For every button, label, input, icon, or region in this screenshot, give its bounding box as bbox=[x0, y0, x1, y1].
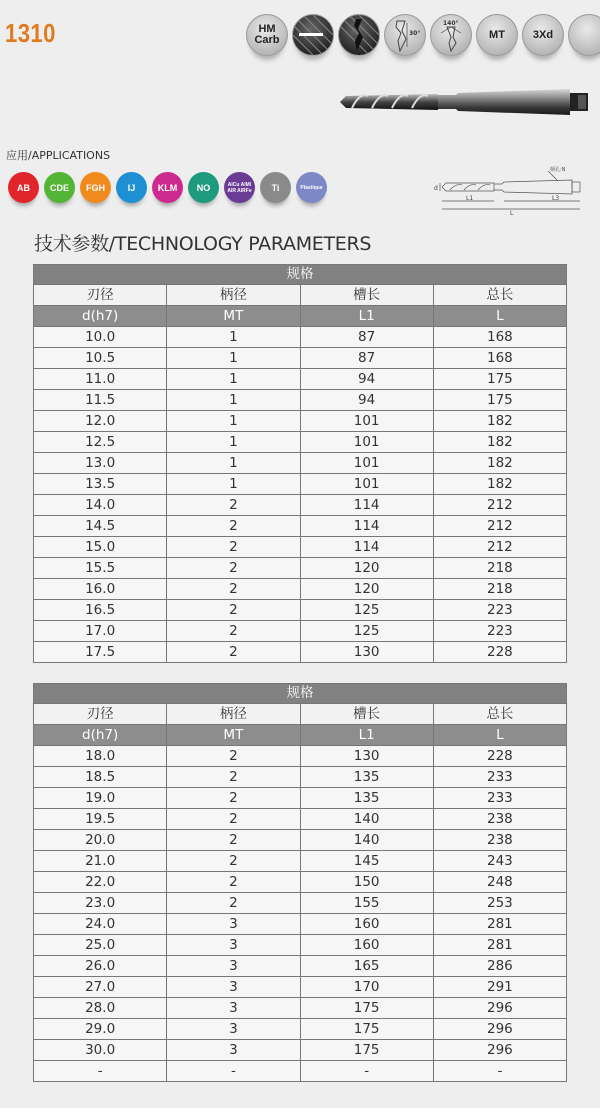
table-cell: 281 bbox=[433, 935, 566, 956]
column-header: 槽长 bbox=[300, 704, 433, 725]
app-badge-klm: KLM bbox=[152, 172, 183, 203]
table-cell: 87 bbox=[300, 348, 433, 369]
table-cell: 14.0 bbox=[34, 495, 167, 516]
table-cell: 182 bbox=[433, 411, 566, 432]
table-cell: 3 bbox=[167, 914, 300, 935]
table-cell: 2 bbox=[167, 851, 300, 872]
table-cell: 23.0 bbox=[34, 893, 167, 914]
table-header-row bbox=[34, 285, 567, 306]
column-subheader: L1 bbox=[300, 306, 433, 327]
table-cell: 19.5 bbox=[34, 809, 167, 830]
app-badge-fgh: FGH bbox=[80, 172, 111, 203]
table-cell: 2 bbox=[167, 893, 300, 914]
table-cell: 30.0 bbox=[34, 1040, 167, 1061]
table-cell: 296 bbox=[433, 998, 566, 1019]
column-header: 刃径 bbox=[34, 285, 167, 306]
app-badge-alcu: AlCu AlMi AlR AlRFe bbox=[224, 172, 255, 203]
table-cell: 12.5 bbox=[34, 432, 167, 453]
table-cell: 243 bbox=[433, 851, 566, 872]
table-cell: - bbox=[433, 1061, 566, 1082]
table-row bbox=[34, 348, 567, 369]
table-cell: 16.0 bbox=[34, 579, 167, 600]
table-cell: 155 bbox=[300, 893, 433, 914]
table-cell: 160 bbox=[300, 935, 433, 956]
table-cell: 17.5 bbox=[34, 642, 167, 663]
table-cell: - bbox=[34, 1061, 167, 1082]
table-cell: 114 bbox=[300, 537, 433, 558]
diagram-l3-label: L3 bbox=[552, 195, 560, 202]
table-cell: 182 bbox=[433, 453, 566, 474]
drill-product-image bbox=[338, 82, 598, 122]
column-header: 刃径 bbox=[34, 704, 167, 725]
app-badge-cde: CDE bbox=[44, 172, 75, 203]
app-badge-ti: Ti bbox=[260, 172, 291, 203]
section-title: 技术参数/TECHNOLOGY PARAMETERS bbox=[34, 233, 372, 255]
table-row bbox=[34, 432, 567, 453]
3xd-icon bbox=[522, 14, 564, 56]
table-row bbox=[34, 914, 567, 935]
table-cell: 1 bbox=[167, 474, 300, 495]
table-cell: 2 bbox=[167, 558, 300, 579]
table-cell: 10.0 bbox=[34, 327, 167, 348]
table-cell: 135 bbox=[300, 767, 433, 788]
parameters-table-1 bbox=[33, 264, 567, 663]
table-cell: 212 bbox=[433, 516, 566, 537]
table-cell: 94 bbox=[300, 369, 433, 390]
table-cell: 168 bbox=[433, 327, 566, 348]
table-cell: 212 bbox=[433, 537, 566, 558]
table-cell: 175 bbox=[433, 369, 566, 390]
table-cell: 101 bbox=[300, 411, 433, 432]
diagram-n-label: 柄孔:N bbox=[550, 167, 566, 173]
table-cell: 286 bbox=[433, 956, 566, 977]
column-subheader: MT bbox=[167, 725, 300, 746]
table-cell: 15.0 bbox=[34, 537, 167, 558]
table-row bbox=[34, 998, 567, 1019]
table-cell: 21.0 bbox=[34, 851, 167, 872]
table-cell: 24.0 bbox=[34, 914, 167, 935]
table-cell: 12.0 bbox=[34, 411, 167, 432]
table-row bbox=[34, 935, 567, 956]
table-cell: 20.0 bbox=[34, 830, 167, 851]
applications-label: 应用/APPLICATIONS bbox=[6, 149, 111, 162]
table-cell: 1 bbox=[167, 432, 300, 453]
table-cell: 160 bbox=[300, 914, 433, 935]
table-subheader-row bbox=[34, 725, 567, 746]
table-cell: 168 bbox=[433, 348, 566, 369]
table-cell: 228 bbox=[433, 746, 566, 767]
3xd-label: 3Xd bbox=[532, 28, 554, 41]
table-cell: 296 bbox=[433, 1019, 566, 1040]
table-row bbox=[34, 642, 567, 663]
table-row bbox=[34, 956, 567, 977]
table-cell: 175 bbox=[300, 1019, 433, 1040]
table-row bbox=[34, 1040, 567, 1061]
table-row bbox=[34, 369, 567, 390]
table-cell: 125 bbox=[300, 600, 433, 621]
table-cell: 18.5 bbox=[34, 767, 167, 788]
mt-icon bbox=[476, 14, 518, 56]
drill-dimension-diagram bbox=[432, 163, 592, 223]
table-cell: 175 bbox=[300, 998, 433, 1019]
table-row bbox=[34, 1019, 567, 1040]
column-subheader: d(h7) bbox=[34, 725, 167, 746]
table-row bbox=[34, 1061, 567, 1082]
table-cell: 2 bbox=[167, 872, 300, 893]
table-cell: 1 bbox=[167, 327, 300, 348]
table-row bbox=[34, 453, 567, 474]
table-row bbox=[34, 327, 567, 348]
diagram-l1-label: L1 bbox=[466, 195, 474, 202]
table-cell: 2 bbox=[167, 579, 300, 600]
column-subheader: L bbox=[433, 306, 566, 327]
table-cell: 2 bbox=[167, 516, 300, 537]
table-row bbox=[34, 537, 567, 558]
table-cell: 1 bbox=[167, 369, 300, 390]
table-cell: 296 bbox=[433, 1040, 566, 1061]
table-cell: 11.5 bbox=[34, 390, 167, 411]
table-cell: 2 bbox=[167, 830, 300, 851]
mt-label: MT bbox=[489, 28, 505, 41]
table-cell: 101 bbox=[300, 432, 433, 453]
table-group-row bbox=[34, 265, 567, 285]
table-cell: 2 bbox=[167, 809, 300, 830]
table-cell: 101 bbox=[300, 453, 433, 474]
table-cell: 3 bbox=[167, 977, 300, 998]
column-subheader: L bbox=[433, 725, 566, 746]
table-row bbox=[34, 579, 567, 600]
table-row bbox=[34, 830, 567, 851]
point-angle-label: 140° bbox=[443, 20, 459, 27]
hm-carb-label: HM Carb bbox=[254, 23, 280, 46]
table-cell: 238 bbox=[433, 809, 566, 830]
table-cell: 2 bbox=[167, 746, 300, 767]
table-cell: 175 bbox=[433, 390, 566, 411]
table-cell: 120 bbox=[300, 558, 433, 579]
table-row bbox=[34, 390, 567, 411]
table-cell: 94 bbox=[300, 390, 433, 411]
table-cell: 238 bbox=[433, 830, 566, 851]
table-cell: 29.0 bbox=[34, 1019, 167, 1040]
table-row bbox=[34, 558, 567, 579]
column-subheader: L1 bbox=[300, 725, 433, 746]
table-cell: 140 bbox=[300, 809, 433, 830]
table-cell: 114 bbox=[300, 495, 433, 516]
table-group-row bbox=[34, 684, 567, 704]
diagram-d-label: d bbox=[434, 185, 438, 192]
table-cell: 223 bbox=[433, 621, 566, 642]
app-badge-no: NO bbox=[188, 172, 219, 203]
app-badge-plastique: Plastique bbox=[296, 172, 327, 203]
blank-icon bbox=[568, 14, 600, 56]
helix-angle-label: 30° bbox=[409, 30, 421, 37]
table-cell: 114 bbox=[300, 516, 433, 537]
column-subheader: d(h7) bbox=[34, 306, 167, 327]
column-header: 槽长 bbox=[300, 285, 433, 306]
table-cell: 175 bbox=[300, 1040, 433, 1061]
table-cell: 233 bbox=[433, 767, 566, 788]
table-cell: 15.5 bbox=[34, 558, 167, 579]
table-cell: 2 bbox=[167, 788, 300, 809]
table-cell: 212 bbox=[433, 495, 566, 516]
table-group-header: 规格 bbox=[34, 684, 567, 704]
table-cell: 182 bbox=[433, 432, 566, 453]
column-header: 柄径 bbox=[167, 704, 300, 725]
table-cell: 16.5 bbox=[34, 600, 167, 621]
table-cell: 125 bbox=[300, 621, 433, 642]
table-cell: 2 bbox=[167, 495, 300, 516]
table-cell: 3 bbox=[167, 935, 300, 956]
table-cell: 1 bbox=[167, 390, 300, 411]
point-140-icon bbox=[430, 14, 472, 56]
column-header: 柄径 bbox=[167, 285, 300, 306]
table-cell: 2 bbox=[167, 621, 300, 642]
table-cell: 19.0 bbox=[34, 788, 167, 809]
table-cell: 120 bbox=[300, 579, 433, 600]
table-cell: 135 bbox=[300, 788, 433, 809]
table-subheader-row bbox=[34, 306, 567, 327]
table-cell: 291 bbox=[433, 977, 566, 998]
table-group-header: 规格 bbox=[34, 265, 567, 285]
diagram-l-label: L bbox=[510, 210, 514, 217]
helix-30-icon bbox=[384, 14, 426, 56]
table-cell: 170 bbox=[300, 977, 433, 998]
table-cell: 3 bbox=[167, 1040, 300, 1061]
table-cell: 25.0 bbox=[34, 935, 167, 956]
table-row bbox=[34, 495, 567, 516]
table-row bbox=[34, 977, 567, 998]
table-row bbox=[34, 809, 567, 830]
table-cell: 233 bbox=[433, 788, 566, 809]
table-cell: 3 bbox=[167, 998, 300, 1019]
table-cell: 11.0 bbox=[34, 369, 167, 390]
table-cell: 17.0 bbox=[34, 621, 167, 642]
table-cell: 281 bbox=[433, 914, 566, 935]
hm-carb-icon bbox=[246, 14, 288, 56]
model-number: 1310 bbox=[5, 18, 56, 48]
table-cell: 248 bbox=[433, 872, 566, 893]
straight-shank-icon bbox=[292, 14, 334, 56]
table-cell: 101 bbox=[300, 474, 433, 495]
table-cell: 218 bbox=[433, 558, 566, 579]
parameters-table-2 bbox=[33, 683, 567, 1082]
column-header: 总长 bbox=[433, 704, 566, 725]
table-cell: 2 bbox=[167, 642, 300, 663]
table-cell: 1 bbox=[167, 348, 300, 369]
table-row bbox=[34, 893, 567, 914]
table-row bbox=[34, 872, 567, 893]
table-cell: 14.5 bbox=[34, 516, 167, 537]
table-cell: 2 bbox=[167, 600, 300, 621]
table-row bbox=[34, 746, 567, 767]
table-row bbox=[34, 474, 567, 495]
table-cell: 150 bbox=[300, 872, 433, 893]
app-badge-ab: AB bbox=[8, 172, 39, 203]
table-cell: 182 bbox=[433, 474, 566, 495]
table-cell: 228 bbox=[433, 642, 566, 663]
table-header-row bbox=[34, 704, 567, 725]
table-cell: 130 bbox=[300, 746, 433, 767]
table-cell: 27.0 bbox=[34, 977, 167, 998]
table-cell: 223 bbox=[433, 600, 566, 621]
table-row bbox=[34, 851, 567, 872]
table-cell: 2 bbox=[167, 767, 300, 788]
table-cell: 10.5 bbox=[34, 348, 167, 369]
app-badge-ij: IJ bbox=[116, 172, 147, 203]
table-row bbox=[34, 788, 567, 809]
table-cell: 13.0 bbox=[34, 453, 167, 474]
table-cell: 130 bbox=[300, 642, 433, 663]
table-cell: 165 bbox=[300, 956, 433, 977]
table-cell: 140 bbox=[300, 830, 433, 851]
table-row bbox=[34, 621, 567, 642]
feature-icons bbox=[246, 14, 600, 56]
drill-flute-icon bbox=[338, 14, 380, 56]
table-row bbox=[34, 411, 567, 432]
table-cell: - bbox=[167, 1061, 300, 1082]
table-cell: 87 bbox=[300, 327, 433, 348]
applications-list bbox=[8, 172, 327, 203]
table-row bbox=[34, 516, 567, 537]
table-cell: 3 bbox=[167, 956, 300, 977]
table-cell: 26.0 bbox=[34, 956, 167, 977]
table-cell: 253 bbox=[433, 893, 566, 914]
table-cell: 13.5 bbox=[34, 474, 167, 495]
table-cell: - bbox=[300, 1061, 433, 1082]
table-cell: 3 bbox=[167, 1019, 300, 1040]
table-cell: 145 bbox=[300, 851, 433, 872]
column-header: 总长 bbox=[433, 285, 566, 306]
column-subheader: MT bbox=[167, 306, 300, 327]
table-row bbox=[34, 767, 567, 788]
table-cell: 2 bbox=[167, 537, 300, 558]
table-cell: 218 bbox=[433, 579, 566, 600]
table-cell: 28.0 bbox=[34, 998, 167, 1019]
table-cell: 1 bbox=[167, 453, 300, 474]
table-cell: 22.0 bbox=[34, 872, 167, 893]
table-row bbox=[34, 600, 567, 621]
table-cell: 1 bbox=[167, 411, 300, 432]
table-cell: 18.0 bbox=[34, 746, 167, 767]
